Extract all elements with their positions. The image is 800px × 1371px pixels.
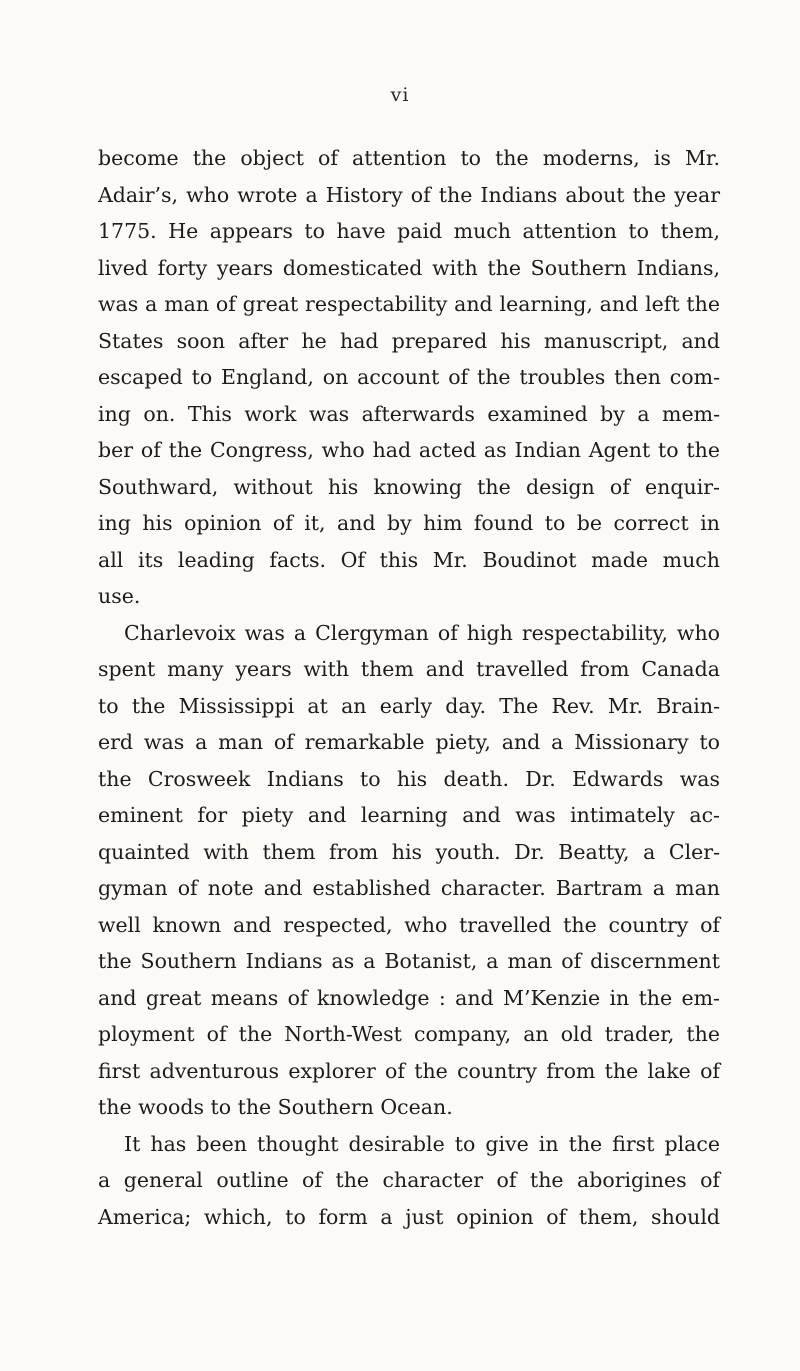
- text-line: spent many years with them and travelled from Canada: [98, 657, 720, 681]
- text-line: all its leading facts. Of this Mr. Boudinot made much: [98, 548, 720, 572]
- text-line: first adventurous explorer of the country from the lake of: [98, 1059, 720, 1083]
- text-line: erd was a man of remarkable piety, and a Missionary to: [98, 730, 720, 754]
- text-line: become the object of attention to the moderns, is Mr.: [98, 146, 720, 170]
- text-line: America; which, to form a just opinion of them, should: [98, 1205, 720, 1229]
- text-line: Charlevoix was a Clergyman of high respectability, who: [124, 621, 720, 645]
- text-line: was a man of great respectability and learning, and left the: [98, 292, 720, 316]
- text-line: eminent for piety and learning and was intimately ac-: [98, 803, 720, 827]
- text-line: the woods to the Southern Ocean.: [98, 1095, 453, 1119]
- text-line: and great means of knowledge : and M’Kenzie in the em-: [98, 986, 720, 1010]
- text-line: to the Mississippi at an early day. The Rev. Mr. Brain-: [98, 694, 720, 718]
- text-line: Adair’s, who wrote a History of the Indians about the year: [98, 183, 720, 207]
- text-line: escaped to England, on account of the troubles then com-: [98, 365, 720, 389]
- text-line: the Crosweek Indians to his death. Dr. Edwards was: [98, 767, 720, 791]
- text-line: ing his opinion of it, and by him found to be correct in: [98, 511, 720, 535]
- text-line: Southward, without his knowing the design of enquir-: [98, 475, 720, 499]
- text-line: lived forty years domesticated with the Southern Indians,: [98, 256, 720, 280]
- text-line: use.: [98, 584, 141, 608]
- text-line: the Southern Indians as a Botanist, a man of discernment: [98, 949, 720, 973]
- text-line: 1775. He appears to have paid much attention to them,: [98, 219, 720, 243]
- text-line: It has been thought desirable to give in the first place: [124, 1132, 720, 1156]
- text-line: ber of the Congress, who had acted as Indian Agent to the: [98, 438, 720, 462]
- text-line: a general outline of the character of the aborigines of: [98, 1168, 720, 1192]
- text-line: ing on. This work was afterwards examined by a mem-: [98, 402, 720, 426]
- text-line: States soon after he had prepared his manuscript, and: [98, 329, 720, 353]
- text-line: gyman of note and established character. Bartram a man: [98, 876, 720, 900]
- page-number: vi: [390, 84, 410, 106]
- text-line: ployment of the North-West company, an old trader, the: [98, 1022, 720, 1046]
- text-line: quainted with them from his youth. Dr. Beatty, a Cler-: [98, 840, 720, 864]
- text-line: well known and respected, who travelled the country of: [98, 913, 720, 937]
